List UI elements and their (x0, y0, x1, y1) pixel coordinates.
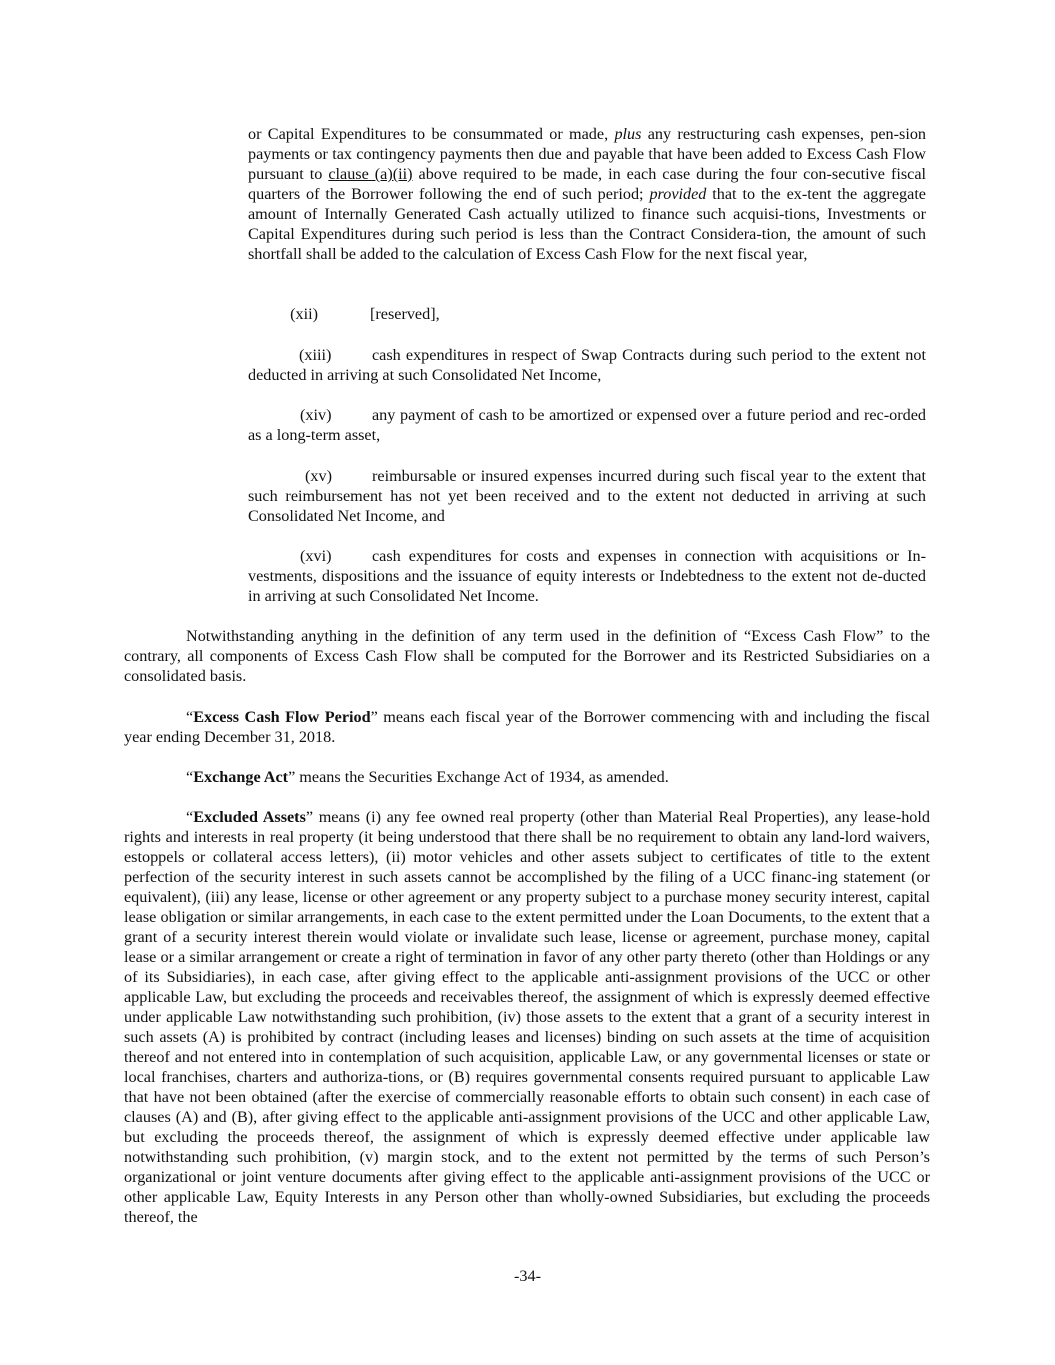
list-item-xiii (248, 345, 926, 385)
list-item-xii (248, 304, 926, 324)
plus-emphasis: plus (614, 125, 642, 143)
defined-term: Excess Cash Flow Period (193, 708, 371, 726)
item-number: (xv) (305, 467, 332, 485)
continuation-text-3: above required to be made, in each case during the four con-secutive fiscal quarters of the Borrower following the end of such period; (248, 165, 927, 203)
list-item-xvi (248, 546, 926, 606)
continuation-text-4: that to the ex-tent the aggregate amount of Internally Generated Cash actually utilized to finance such acquisi-tions, Investments or Capital Expenditures during such period is less than the Contract Considera-tion, the amount of such shortfall shall be added to the calculation of Excess Cash Flow for the next fiscal year, (248, 185, 926, 263)
list-item-xv (248, 466, 926, 526)
clause-reference: clause (a)(ii) (328, 165, 413, 183)
item-number: (xiii) (299, 346, 332, 364)
notwithstanding-paragraph (124, 626, 930, 686)
item-text: cash expenditures for costs and expenses in connection with acquisitions or In-vestments, dispositions and the issuance of equity interests or Indebtedness to the extent not de-ducted in arriving at such Consolidated Net Income. (248, 547, 926, 605)
item-number: (xiv) (300, 406, 332, 424)
definition-excess-cash-flow-period (124, 707, 930, 747)
item-text: [reserved], (370, 305, 440, 323)
page-number: -34- (514, 1267, 541, 1285)
definition-text: ” means the Securities Exchange Act of 1934, as amended. (288, 768, 669, 786)
open-quote: “ (186, 768, 194, 786)
definition-text: ” means (i) any fee owned real property (other than Material Real Properties), any lease-hold rights and interests in real property (it being understood that there shall be no requirement to obtain any land-lord waivers, estoppels or collateral access letters), (ii) motor vehicles and other assets subject to certificates of title to the extent perfection of the security interest in such assets cannot be accomplished by the filing of a UCC financ-ing statement (or equivalent), (iii) any lease, license or other agreement or any property subject to a purchase money security interest, capital lease obligation or similar arrangements, in each case to the extent permitted under the Loan Documents, to the extent that a grant of a security interest therein would violate or invalidate such lease, license or agreement, purchase money, capital lease or a similar arrangement or create a right of termination in favor of any other party thereto (other than Holdings or any of its Subsidiaries), in each case, after giving effect to the applicable anti-assignment provisions of the UCC or other applicable Law, but excluding the proceeds and receivables thereof, the assignment of which is expressly deemed effective under applicable Law notwithstanding such prohibition, (iv) those assets to the extent that a grant of a security interest in such assets (A) is prohibited by contract (including leases and licenses) binding on such assets at the time of acquisition thereof and not entered into in contemplation of such acquisition, applicable Law, or any governmental licenses or state or local franchises, charters and authoriza-tions, or (B) requires governmental consents required pursuant to applicable Law that have not been obtained (after the exercise of commercially reasonable efforts to obtain such consent) in each case of clauses (A) and (B), after giving effect to the applicable anti-assignment provisions of the UCC and other applicable Law, but excluding the proceeds thereof, the assignment of which is expressly deemed effective under applicable law notwithstanding such prohibition, (v) margin stock, and to the extent not permitted by the terms of such Person’s organizational or joint venture documents after giving effect to the applicable anti-assignment provisions of the UCC or other applicable Law, Equity Interests in any Person other than wholly-owned Subsidiaries, but excluding the proceeds thereof, the (124, 808, 930, 1226)
item-number: (xii) (290, 305, 318, 323)
item-text: reimbursable or insured expenses incurred during such fiscal year to the extent that such reimbursement has not yet been received and to the extent not deducted in arriving at such Consolidated Net Income, and (248, 467, 926, 525)
notwithstanding-text: Notwithstanding anything in the definition of any term used in the definition of “Excess Cash Flow” to the contrary, all components of Excess Cash Flow shall be computed for the Borrower and its Restricted Subsidiaries on a consolidated basis. (124, 627, 930, 685)
list-item-xiv (248, 405, 926, 445)
defined-term: Exchange Act (193, 768, 289, 786)
continuation-text-1: or Capital Expenditures to be consummated or made, (248, 125, 609, 143)
item-text: any payment of cash to be amortized or expensed over a future period and rec-orded as a long-term asset, (248, 406, 926, 444)
continuation-paragraph (248, 124, 926, 264)
continuation-text-2: any restructuring cash expenses, pen-sion payments or tax contingency payments then due and payable that have been added to Excess Cash Flow pursuant to (248, 125, 927, 183)
provided-emphasis: provided (649, 185, 707, 203)
open-quote: “ (186, 808, 194, 826)
defined-term: Excluded Assets (193, 808, 306, 826)
item-number: (xvi) (300, 547, 332, 565)
definition-exchange-act (124, 767, 930, 787)
open-quote: “ (186, 708, 194, 726)
item-text: cash expenditures in respect of Swap Contracts during such period to the extent not deducted in arriving at such Consolidated Net Income, (248, 346, 926, 384)
definition-excluded-assets (124, 807, 930, 1227)
definition-text: ” means each fiscal year of the Borrower commencing with and including the fiscal year ending December 31, 2018. (124, 708, 931, 746)
